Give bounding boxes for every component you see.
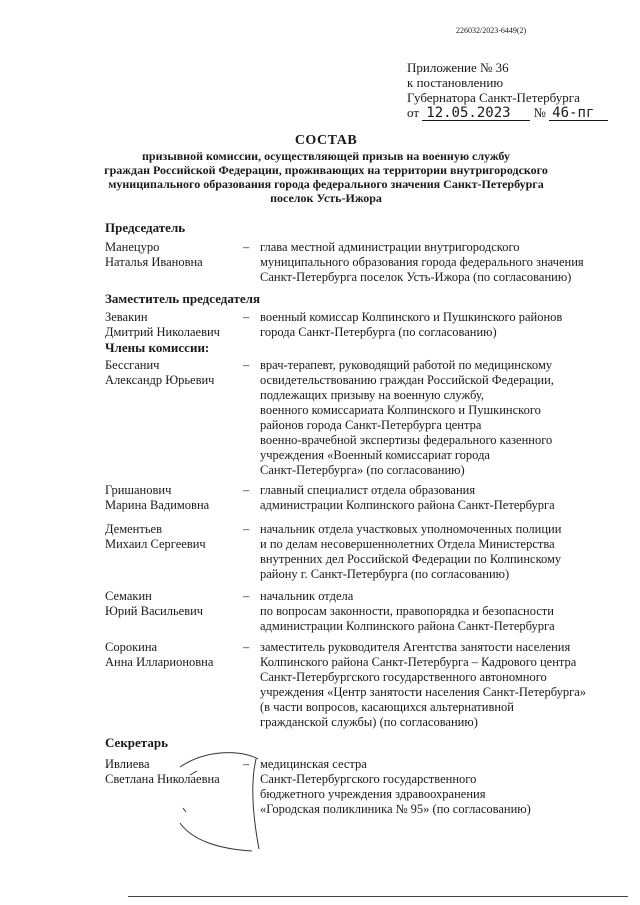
dash-separator: –: [243, 240, 250, 254]
title-line-2: граждан Российской Федерации, проживающих на территории внутригородского: [104, 163, 548, 177]
signature-stroke: [180, 753, 259, 851]
dash-separator: –: [243, 483, 250, 497]
member-position: заместитель руководителя Агентства занятости населения Колпинского района Санкт-Петербурга – Кадрового центра Санкт-Петербургского государственного автономного учреждения «Центр занятости населения Санкт-Петербурга» (в части вопросов, касающихся альтернативной гражданской службы) (по согласованию): [260, 640, 587, 729]
appendix-line-3: Губернатора Санкт-Петербурга: [407, 90, 580, 105]
member-name: Гришанович Марина Вадимовна: [105, 483, 210, 512]
appendix-date-row: [407, 105, 617, 121]
date-prefix: от: [407, 105, 420, 120]
document-registration-number: 226032/2023-6449(2): [456, 26, 527, 35]
signature-tick: [183, 771, 197, 812]
dash-separator: –: [243, 757, 250, 771]
dash-separator: –: [243, 640, 250, 654]
title-line-3: муниципального образования города федерального значения Санкт-Петербурга: [108, 177, 544, 191]
decree-date: 12.05.2023: [422, 106, 530, 121]
decree-number: 46-пг: [549, 106, 608, 121]
member-position: медицинская сестра Санкт-Петербургского государственного бюджетного учреждения здравоохранения «Городская поликлиника № 95» (по согласованию): [260, 757, 531, 816]
section-members: Члены комиссии:: [105, 340, 210, 355]
title-line-4: поселок Усть-Ижора: [270, 191, 382, 205]
member-name: Зевакин Дмитрий Николаевич: [105, 310, 220, 339]
section-secretary: Секретарь: [105, 735, 168, 750]
appendix-line-2: к постановлению: [407, 75, 504, 90]
member-name: Бессганич Александр Юрьевич: [105, 358, 215, 387]
member-position: военный комиссар Колпинского и Пушкинского районов города Санкт-Петербурга (по согласованию): [260, 310, 563, 339]
dash-separator: –: [243, 522, 250, 536]
dash-separator: –: [243, 358, 250, 372]
member-name: Ивлиева Светлана Николаевна: [105, 757, 220, 786]
member-position: главный специалист отдела образования администрации Колпинского района Санкт-Петербурга: [260, 483, 555, 512]
member-position: начальник отдела по вопросам законности, правопорядка и безопасности администрации Колпинского района Санкт-Петербурга: [260, 589, 555, 633]
member-position: глава местной администрации внутригородского муниципального образования города федерального значения Санкт-Петербурга поселок Усть-Ижора (по согласованию): [260, 240, 584, 284]
member-name: Манецуро Наталья Ивановна: [105, 240, 203, 269]
document-title: [96, 132, 556, 205]
dash-separator: –: [243, 589, 250, 603]
title-line-1: призывной комиссии, осуществляющей призыв на военную службу: [142, 149, 510, 163]
signature-mark: [160, 745, 270, 855]
number-prefix: №: [533, 105, 546, 120]
member-name: Дементьев Михаил Сергеевич: [105, 522, 206, 551]
section-chair: Председатель: [105, 220, 186, 235]
appendix-block: [407, 60, 617, 121]
appendix-line-1: Приложение № 36: [407, 60, 509, 75]
member-name: Семакин Юрий Васильевич: [105, 589, 204, 618]
dash-separator: –: [243, 310, 250, 324]
page-bottom-edge: [128, 896, 628, 897]
title-heading: СОСТАВ: [294, 133, 358, 148]
member-position: начальник отдела участковых уполномоченных полиции и по делам несовершеннолетних Отдела Министерства внутренних дел Российской Федерации по Колпинскому району г. Санкт-Петербурга (по согласованию): [260, 522, 562, 581]
member-position: врач-терапевт, руководящий работой по медицинскому освидетельствованию граждан Российской Федерации, подлежащих призыву на военную службу, военного комиссариата Колпинского и Пушкинского районов города Санкт-Петербурга центра военно-врачебной экспертизы федерального казенного учреждения «Военный комиссариат города Санкт-Петербурга» (по согласованию): [260, 358, 554, 477]
member-name: Сорокина Анна Илларионовна: [105, 640, 214, 669]
section-deputy: Заместитель председателя: [105, 291, 261, 306]
